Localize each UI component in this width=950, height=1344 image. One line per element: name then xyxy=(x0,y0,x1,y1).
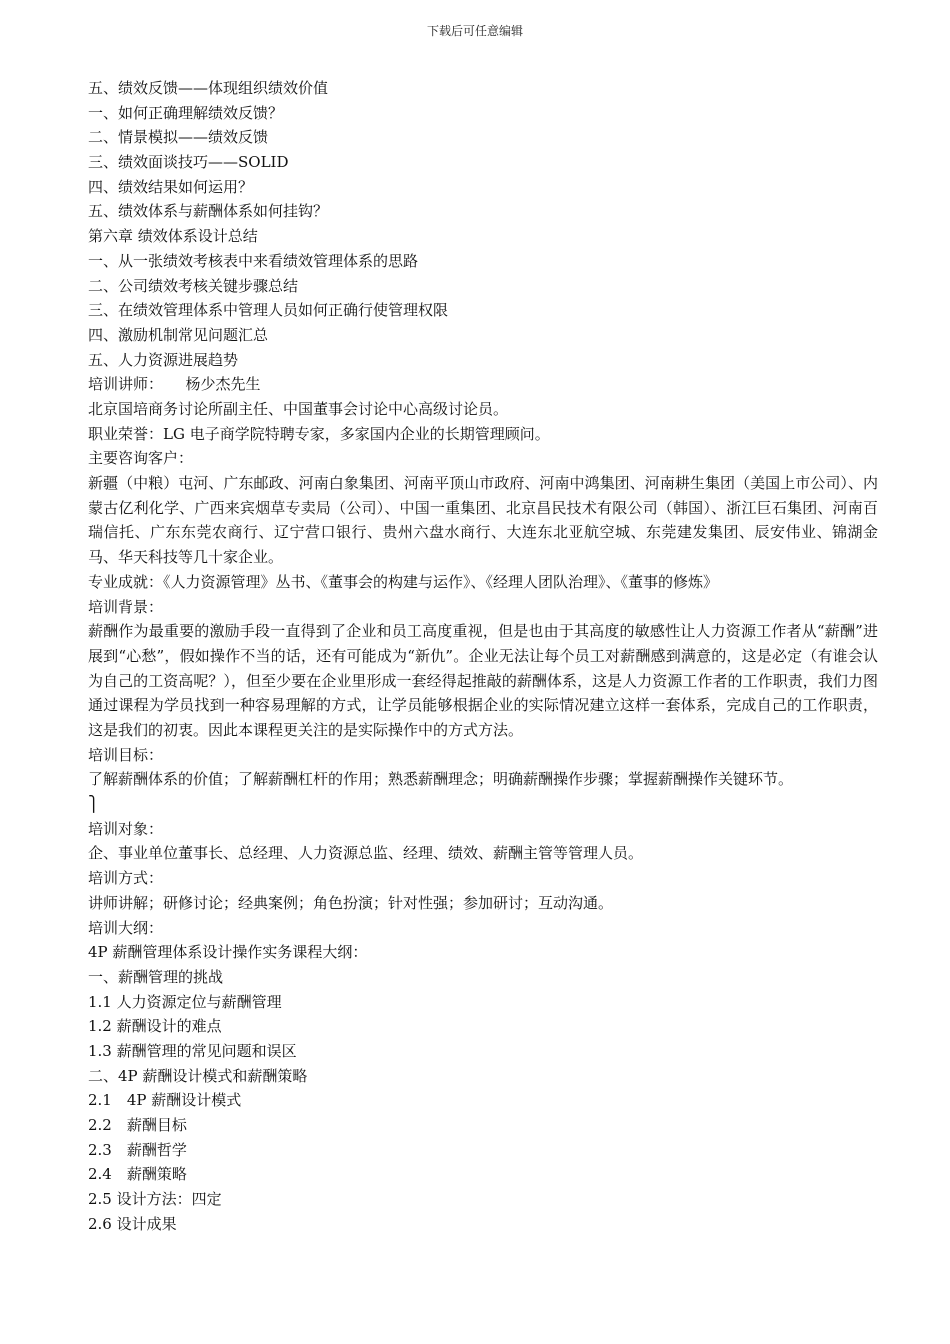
trainer-title: 北京国培商务讨论所副主任、中国董事会讨论中心高级讨论员。 xyxy=(88,399,509,418)
text-line: 一、如何正确理解绩效反馈？ xyxy=(88,103,284,122)
outline-section: 二、4P 薪酬设计模式和薪酬策略 xyxy=(88,1066,308,1085)
text-line: 三、在绩效管理体系中管理人员如何正确行使管理权限 xyxy=(88,301,449,320)
text-line: 二、公司绩效考核关键步骤总结 xyxy=(88,276,299,295)
text-line: 四、绩效结果如何运用？ xyxy=(88,177,254,196)
text-line: 三、绩效面谈技巧——SOLID xyxy=(88,153,289,172)
method-text: 讲师讲解；研修讨论；经典案例；角色扮演；针对性强；参加研讨；互动沟通。 xyxy=(88,893,614,912)
text-line: 一、从一张绩效考核表中来看绩效管理体系的思路 xyxy=(88,251,419,270)
stray-mark-line xyxy=(88,792,878,817)
background-paragraph: 薪酬作为最重要的激励手段一直得到了企业和员工高度重视，但是也由于其高度的敏感性让人力资源工作者从“薪酬”进展到“心愁”，假如操作不当的话，还有可能成为“新仇”。企业无法让每个员工对薪酬感到满意的，这是必定（有谁会认为自己的工资高呢？），但至少要在企业里形成一套经得起推敲的薪酬体系，这是人力资源工作者的工作职责，我们力图通过课程为学员找到一种容易理解的方式，让学员能够根据企业的实际情况建立这样一套体系，完成自己的工作职责，这是我们的初衷。因此本课程更关注的是实际操作中的方式方法。 xyxy=(88,622,878,739)
audience-label: 培训对象： xyxy=(88,819,164,838)
trainer-honors: 职业荣誉：LG 电子商学院特聘专家，多家国内企业的长期管理顾问。 xyxy=(88,424,550,443)
outline-item: 2.6 设计成果 xyxy=(88,1214,177,1233)
outline-item: 1.2 薪酬设计的难点 xyxy=(88,1017,222,1036)
outline-item: 2.4 薪酬策略 xyxy=(88,1165,187,1184)
audience-text: 企、事业单位董事长、总经理、人力资源总监、经理、绩效、薪酬主管等管理人员。 xyxy=(88,844,644,863)
outline-item: 1.1 人力资源定位与薪酬管理 xyxy=(88,992,282,1011)
chapter-heading: 第六章 绩效体系设计总结 xyxy=(88,227,258,246)
text-line: 五、人力资源进展趋势 xyxy=(88,350,239,369)
outline-item: 2.2 薪酬目标 xyxy=(88,1116,187,1135)
text-line: 四、激励机制常见问题汇总 xyxy=(88,325,269,344)
outline-item: 2.5 设计方法：四定 xyxy=(88,1190,222,1209)
text-line: 二、情景模拟——绩效反馈 xyxy=(88,128,269,147)
stray-mark: ⎫ xyxy=(88,795,100,814)
outline-section: 一、薪酬管理的挑战 xyxy=(88,967,224,986)
outline-title: 4P 薪酬管理体系设计操作实务课程大纲： xyxy=(88,943,368,962)
method-label: 培训方式： xyxy=(88,869,164,888)
text-line: 五、绩效反馈——体现组织绩效价值 xyxy=(88,79,329,97)
outline-label: 培训大纲： xyxy=(88,918,164,937)
background-label: 培训背景： xyxy=(88,597,164,616)
clients-label: 主要咨询客户： xyxy=(88,449,194,468)
trainer-line: 培训讲师： 杨少杰先生 xyxy=(88,375,261,394)
outline-item: 1.3 薪酬管理的常见问题和误区 xyxy=(88,1041,297,1060)
outline-item: 2.1 4P 薪酬设计模式 xyxy=(88,1091,242,1110)
clients-paragraph: 新疆（中粮）屯河、广东邮政、河南白象集团、河南平顶山市政府、河南中鸿集团、河南耕生集团（美国上市公司）、内蒙古亿利化学、广西来宾烟草专卖局（公司）、中国一重集团、北京昌民技术有限公司（韩国）、浙江巨石集团、河南百瑞信托、广东东莞农商行、辽宁营口银行、贵州六盘水商行、大连东北亚航空城、东莞建发集团、辰安伟业、锦湖金马、华天科技等几十家企业。 xyxy=(88,474,878,567)
achievements-line: 专业成就：《人力资源管理》丛书、《董事会的构建与运作》、《经理人团队治理》、《董事的修炼》 xyxy=(88,572,719,591)
page-header: 下载后可任意编辑 xyxy=(426,24,523,38)
goal-text: 了解薪酬体系的价值；了解薪酬杠杆的作用；熟悉薪酬理念；明确薪酬操作步骤；掌握薪酬操作关键环节。 xyxy=(88,770,794,789)
outline-item: 2.3 薪酬哲学 xyxy=(88,1140,187,1159)
goal-label: 培训目标： xyxy=(88,745,164,764)
text-line: 五、绩效体系与薪酬体系如何挂钩？ xyxy=(88,202,329,221)
document-body xyxy=(88,76,878,1236)
